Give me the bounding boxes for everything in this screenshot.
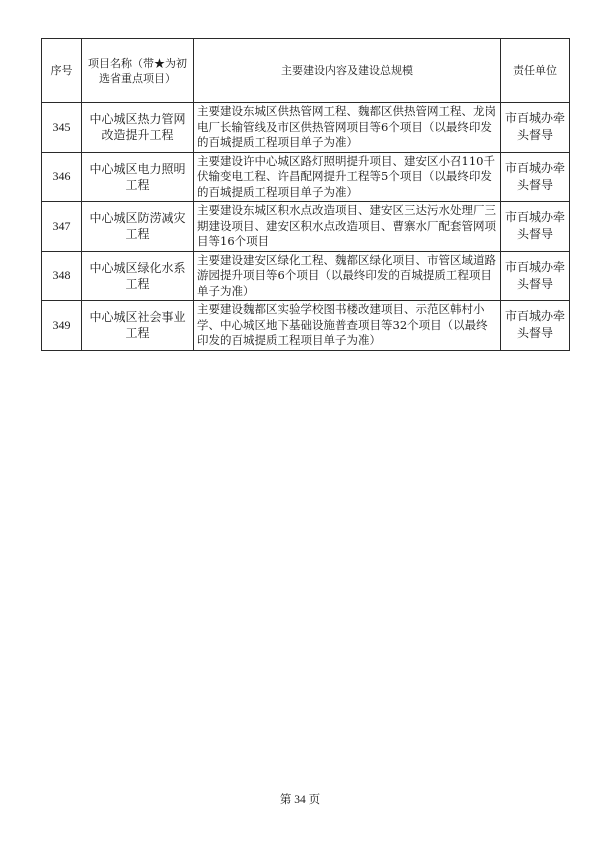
row-responsible-unit: 市百城办牵头督导 xyxy=(501,103,570,153)
row-responsible-unit: 市百城办牵头督导 xyxy=(501,301,570,351)
header-serial-number: 序号 xyxy=(42,39,82,103)
table-row xyxy=(42,202,570,252)
row-project-name: 中心城区电力照明工程 xyxy=(82,152,194,202)
project-table xyxy=(41,38,570,351)
row-serial-number: 348 xyxy=(42,251,82,301)
row-responsible-unit: 市百城办牵头督导 xyxy=(501,152,570,202)
table-header-row xyxy=(42,39,570,103)
row-construction-content: 主要建设建安区绿化工程、魏都区绿化项目、市管区域道路游园提升项目等6个项目（以最终印发的百城提质工程项目单子为准） xyxy=(194,251,501,301)
page-number: 第 34 页 xyxy=(279,794,321,806)
row-project-name: 中心城区社会事业工程 xyxy=(82,301,194,351)
row-construction-content: 主要建设许中心城区路灯照明提升项目、建安区小召110千伏输变电工程、许昌配网提升工程等5个项目（以最终印发的百城提质工程项目单子为准） xyxy=(194,152,501,202)
row-project-name: 中心城区防涝减灾工程 xyxy=(82,202,194,252)
table-row xyxy=(42,301,570,351)
row-responsible-unit: 市百城办牵头督导 xyxy=(501,202,570,252)
header-responsible-unit: 责任单位 xyxy=(501,39,570,103)
row-construction-content: 主要建设东城区供热管网工程、魏都区供热管网工程、龙岗电厂长输管线及市区供热管网项目等6个项目（以最终印发的百城提质工程项目单子为准） xyxy=(194,103,501,153)
row-serial-number: 349 xyxy=(42,301,82,351)
table-row xyxy=(42,251,570,301)
row-project-name: 中心城区热力管网改造提升工程 xyxy=(82,103,194,153)
row-construction-content: 主要建设东城区积水点改造项目、建安区三达污水处理厂三期建设项目、建安区积水点改造项目、曹寨水厂配套管网项目等16个项目 xyxy=(194,202,501,252)
table-row xyxy=(42,152,570,202)
header-construction-content: 主要建设内容及建设总规模 xyxy=(194,39,501,103)
header-project-name: 项目名称（带★为初选省重点项目） xyxy=(82,39,194,103)
row-serial-number: 345 xyxy=(42,103,82,153)
row-construction-content: 主要建设魏都区实验学校图书楼改建项目、示范区韩村小学、中心城区地下基础设施普查项目等32个项目（以最终印发的百城提质工程项目单子为准） xyxy=(194,301,501,351)
row-project-name: 中心城区绿化水系工程 xyxy=(82,251,194,301)
table-row xyxy=(42,103,570,153)
row-responsible-unit: 市百城办牵头督导 xyxy=(501,251,570,301)
row-serial-number: 347 xyxy=(42,202,82,252)
row-serial-number: 346 xyxy=(42,152,82,202)
